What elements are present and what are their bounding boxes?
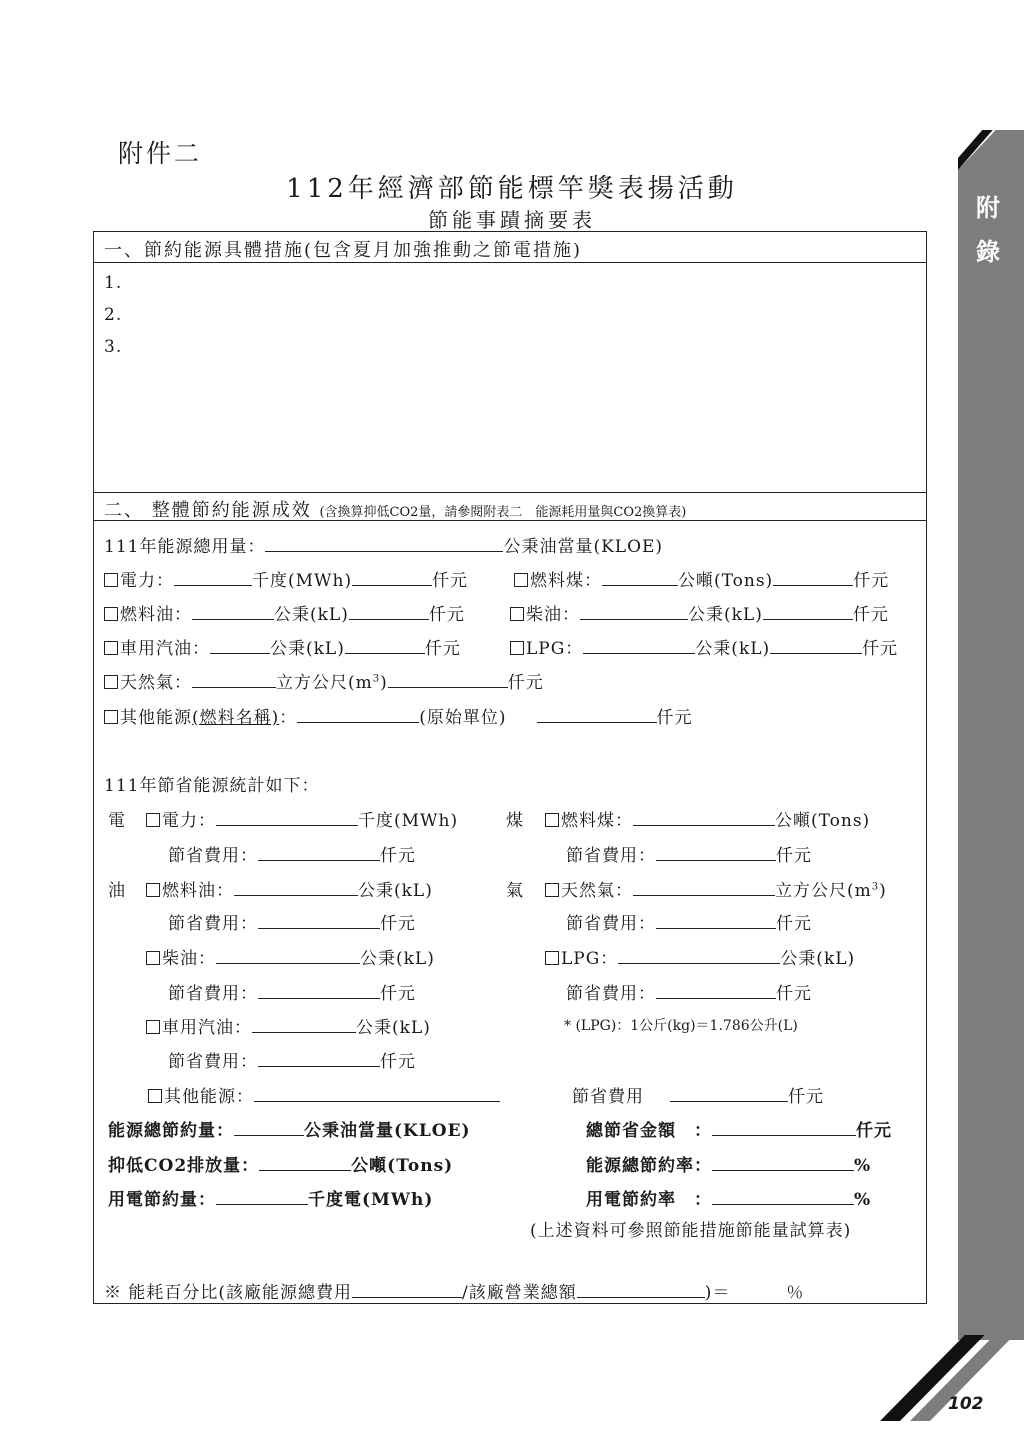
paren-close: ) — [879, 881, 887, 901]
saving-cost-field[interactable] — [656, 910, 776, 929]
electricity-label: 電力： — [120, 571, 174, 591]
saving-heading: 111年節省能源統計如下： — [104, 776, 320, 796]
total-amount-row — [586, 1116, 892, 1141]
percent-sign: % — [854, 1190, 872, 1210]
electricity-saving-row — [108, 1185, 433, 1210]
fuel-oil-checkbox[interactable] — [104, 607, 118, 621]
saving-gasoline-row — [146, 1013, 431, 1038]
coal-label: 燃料煤： — [530, 571, 602, 591]
saving-cost-other-row — [572, 1082, 824, 1107]
total-amount-field[interactable] — [712, 1117, 856, 1136]
diesel-label: 柴油： — [162, 949, 216, 969]
saving-cost-label: 節省費用： — [168, 846, 258, 866]
saving-cost-field[interactable] — [656, 842, 776, 861]
saving-cost-row — [566, 979, 812, 1004]
saving-cost-field[interactable] — [258, 842, 380, 861]
divider-section2-top — [93, 492, 927, 493]
saving-cost-label: 節省費用： — [566, 846, 656, 866]
saving-natural-gas-checkbox[interactable] — [545, 883, 559, 897]
kl-unit: 公秉(kL) — [695, 639, 771, 659]
thousand-unit: 仟元 — [380, 846, 416, 866]
fuel-oil-usage-row — [104, 600, 465, 625]
sidebar-char-2: 錄 — [976, 237, 1000, 266]
saving-coal-field[interactable] — [633, 807, 775, 826]
energy-ratio-suffix: )＝ — [704, 1283, 731, 1303]
saving-diesel-row — [146, 944, 435, 969]
lpg-conversion-note: * (LPG)：1公斤(kg)＝1.786公升(L) — [564, 1018, 798, 1034]
thousand-unit: 仟元 — [853, 571, 890, 591]
saving-electricity-checkbox[interactable] — [146, 813, 160, 827]
category-gas: 氣 — [506, 881, 524, 901]
saving-cost-field[interactable] — [258, 910, 380, 929]
total-usage-row — [104, 532, 663, 557]
page-title: 112年經濟部節能標竿獎表揚活動 — [286, 174, 738, 204]
category-electricity: 電 — [108, 811, 126, 831]
percent-sign: ％ — [786, 1283, 805, 1303]
co2-reduction-field[interactable] — [259, 1152, 351, 1171]
saving-coal-row — [545, 806, 870, 831]
natural-gas-checkbox[interactable] — [104, 675, 118, 689]
thousand-unit: 仟元 — [862, 639, 899, 659]
diesel-checkbox[interactable] — [510, 607, 524, 621]
lpg-cost-field[interactable] — [770, 635, 862, 654]
section2-note: (含換算抑低CO2量，請參閱附表二 能源耗用量與CO2換算表) — [319, 505, 687, 520]
gasoline-label: 車用汽油： — [120, 639, 210, 659]
saving-cost-field[interactable] — [258, 980, 380, 999]
saving-cost-row — [168, 909, 416, 934]
saving-lpg-checkbox[interactable] — [545, 951, 559, 965]
kl-unit: 公秉(kL) — [358, 881, 433, 901]
natural-gas-unit: 立方公尺(m — [276, 673, 373, 693]
electricity-saving-unit: 千度電(MWh) — [308, 1190, 434, 1210]
total-saving-unit: 公秉油當量(KLOE) — [304, 1121, 471, 1141]
gasoline-usage-row — [104, 634, 461, 659]
saving-diesel-checkbox[interactable] — [146, 951, 160, 965]
electricity-label: 電力： — [162, 811, 216, 831]
natural-gas-cost-field[interactable] — [388, 669, 508, 688]
electricity-usage-row — [104, 566, 468, 591]
saving-fuel-oil-row — [146, 876, 433, 901]
thousand-unit: 仟元 — [852, 605, 889, 625]
co2-reduction-row — [108, 1151, 453, 1176]
total-amount-label: 總節省金額 ： — [586, 1121, 712, 1141]
saving-cost-label: 節省費用 — [572, 1087, 644, 1107]
coal-checkbox[interactable] — [514, 573, 528, 587]
list-item[interactable]: 1. — [104, 273, 123, 293]
saving-electricity-row — [146, 806, 458, 831]
energy-ratio-mid: /該廠營業總額 — [462, 1283, 577, 1303]
electricity-rate-row — [586, 1185, 871, 1210]
saving-gasoline-checkbox[interactable] — [146, 1020, 160, 1034]
thousand-unit: 仟元 — [380, 984, 416, 1004]
saving-other-checkbox[interactable] — [148, 1089, 162, 1103]
saving-other-row — [148, 1082, 500, 1107]
saving-other-field[interactable] — [254, 1083, 500, 1102]
kl-unit: 公秉(kL) — [780, 949, 856, 969]
saving-cost-field[interactable] — [258, 1048, 380, 1067]
electricity-cost-field[interactable] — [352, 567, 432, 586]
gasoline-cost-field[interactable] — [345, 635, 425, 654]
fuel-oil-label: 燃料油： — [162, 881, 234, 901]
gasoline-label: 車用汽油： — [162, 1018, 252, 1038]
saving-cost-label: 節省費用： — [566, 984, 656, 1004]
natural-gas-unit: 立方公尺(m — [775, 881, 872, 901]
fuel-oil-label: 燃料油： — [120, 605, 192, 625]
energy-ratio-prefix: ※ 能耗百分比(該廠能源總費用 — [104, 1283, 353, 1303]
form-subtitle: 節能事蹟摘要表 — [428, 208, 596, 232]
sidebar-char-1: 附 — [976, 193, 1000, 222]
gasoline-checkbox[interactable] — [104, 641, 118, 655]
electricity-rate-field[interactable] — [712, 1186, 854, 1205]
thousand-unit: 仟元 — [776, 846, 812, 866]
other-energy-usage-row — [104, 703, 693, 728]
diesel-usage-row — [510, 600, 889, 625]
saving-cost-row — [566, 841, 812, 866]
divider-section1 — [93, 262, 927, 263]
total-usage-unit: 公秉油當量(KLOE) — [503, 537, 664, 557]
saving-fuel-oil-checkbox[interactable] — [146, 883, 160, 897]
thousand-unit: 仟元 — [432, 571, 469, 591]
electricity-unit: 千度(MWh) — [252, 571, 353, 591]
saving-cost-label: 節省費用： — [168, 1052, 258, 1072]
other-energy-cost-field[interactable] — [537, 704, 657, 723]
coal-usage-row — [514, 566, 889, 591]
kl-unit: 公秉(kL) — [270, 639, 345, 659]
other-energy-label: 其他能源 — [120, 708, 192, 728]
thousand-unit: 仟元 — [380, 1052, 416, 1072]
saving-gasoline-field[interactable] — [252, 1014, 356, 1033]
saving-cost-field[interactable] — [656, 980, 776, 999]
saving-cost-row — [168, 841, 416, 866]
thousand-unit: 仟元 — [776, 984, 812, 1004]
total-saving-field[interactable] — [234, 1117, 304, 1136]
kl-unit: 公秉(kL) — [688, 605, 763, 625]
thousand-unit: 仟元 — [507, 673, 544, 693]
saving-rate-field[interactable] — [712, 1152, 854, 1171]
saving-rate-row — [586, 1151, 871, 1176]
fuel-oil-cost-field[interactable] — [349, 601, 429, 620]
lpg-label: LPG： — [526, 639, 584, 659]
paren-close: ) — [380, 673, 388, 693]
electricity-saving-field[interactable] — [216, 1186, 308, 1205]
total-saving-label: 能源總節約量： — [108, 1121, 234, 1141]
natural-gas-usage-row — [104, 668, 544, 693]
natural-gas-label: 天然氣： — [120, 673, 192, 693]
kl-unit: 公秉(kL) — [360, 949, 435, 969]
saving-diesel-field[interactable] — [216, 945, 360, 964]
saving-fuel-oil-field[interactable] — [234, 877, 358, 896]
other-energy-label: 其他能源： — [164, 1087, 254, 1107]
total-saving-row — [108, 1116, 471, 1141]
section1-heading: 一、節約能源具體措施(包含夏月加強推動之節電措施) — [104, 240, 583, 261]
coal-unit: 公噸(Tons) — [678, 571, 774, 591]
natural-gas-label: 天然氣： — [561, 881, 633, 901]
diesel-cost-field[interactable] — [763, 601, 853, 620]
saving-electricity-field[interactable] — [216, 807, 358, 826]
electricity-saving-label: 用電節約量： — [108, 1190, 216, 1210]
lpg-checkbox[interactable] — [510, 641, 524, 655]
saving-rate-label: 能源總節約率： — [586, 1156, 712, 1176]
saving-natural-gas-row — [545, 876, 887, 901]
electricity-rate-label: 用電節約率 ： — [586, 1190, 712, 1210]
attachment-label: 附件二 — [118, 139, 203, 168]
category-coal: 煤 — [506, 811, 524, 831]
thousand-unit: 仟元 — [380, 914, 416, 934]
saving-cost-row — [566, 909, 812, 934]
electricity-amount-field[interactable] — [174, 567, 252, 586]
appendix-sidebar — [958, 130, 1024, 1340]
section2-heading — [104, 496, 686, 522]
revenue-field[interactable] — [577, 1279, 705, 1298]
saving-natural-gas-field[interactable] — [633, 877, 775, 896]
form-box — [93, 231, 927, 1304]
co2-reduction-label: 抑低CO2排放量： — [108, 1156, 260, 1176]
kl-unit: 公秉(kL) — [356, 1018, 431, 1038]
category-oil: 油 — [108, 881, 126, 901]
saving-cost-label: 節省費用： — [168, 984, 258, 1004]
thousand-unit: 仟元 — [856, 1121, 892, 1141]
reference-note: (上述資料可參照節能措施節能量試算表) — [530, 1221, 852, 1241]
thousand-unit: 仟元 — [776, 914, 812, 934]
coal-label: 燃料煤： — [561, 811, 633, 831]
section2-title: 二、 整體節約能源成效 — [104, 500, 312, 521]
percent-sign: % — [854, 1156, 872, 1176]
saving-cost-other-field[interactable] — [670, 1083, 788, 1102]
gasoline-amount-field[interactable] — [210, 635, 270, 654]
thousand-unit: 仟元 — [788, 1087, 824, 1107]
page-number: 102 — [948, 1394, 984, 1414]
energy-cost-field[interactable] — [352, 1279, 462, 1298]
lpg-amount-field[interactable] — [583, 635, 695, 654]
superscript: 3 — [372, 673, 381, 685]
saving-cost-label: 節省費用： — [566, 914, 656, 934]
coal-unit: 公噸(Tons) — [775, 811, 871, 831]
saving-cost-row — [168, 979, 416, 1004]
fuel-name-hint: (燃料名稱) — [192, 708, 280, 728]
saving-lpg-row — [545, 944, 855, 969]
thousand-unit: 仟元 — [424, 639, 461, 659]
lpg-label: LPG： — [561, 949, 619, 969]
diesel-amount-field[interactable] — [580, 601, 688, 620]
coal-cost-field[interactable] — [773, 567, 853, 586]
thousand-unit: 仟元 — [428, 605, 465, 625]
lpg-usage-row — [510, 634, 898, 659]
total-usage-label: 111年能源總用量： — [104, 537, 266, 557]
saving-cost-label: 節省費用： — [168, 914, 258, 934]
kl-unit: 公秉(kL) — [274, 605, 349, 625]
co2-reduction-unit: 公噸(Tons) — [351, 1156, 454, 1176]
saving-cost-row — [168, 1047, 416, 1072]
electricity-checkbox[interactable] — [104, 573, 118, 587]
thousand-unit: 仟元 — [656, 708, 693, 728]
other-energy-checkbox[interactable] — [104, 710, 118, 724]
energy-ratio-row — [104, 1278, 804, 1303]
colon: ： — [279, 708, 298, 728]
original-unit-hint: (原始單位) — [419, 708, 507, 728]
list-item[interactable]: 3. — [104, 337, 123, 357]
other-energy-amount-field[interactable] — [297, 704, 419, 723]
saving-coal-checkbox[interactable] — [545, 813, 559, 827]
list-item[interactable]: 2. — [104, 305, 123, 325]
natural-gas-amount-field[interactable] — [192, 669, 276, 688]
fuel-oil-amount-field[interactable] — [192, 601, 274, 620]
superscript: 3 — [871, 881, 880, 893]
diesel-label: 柴油： — [526, 605, 580, 625]
coal-amount-field[interactable] — [602, 567, 678, 586]
saving-lpg-field[interactable] — [618, 945, 780, 964]
total-usage-field[interactable] — [265, 533, 503, 552]
electricity-unit: 千度(MWh) — [358, 811, 459, 831]
